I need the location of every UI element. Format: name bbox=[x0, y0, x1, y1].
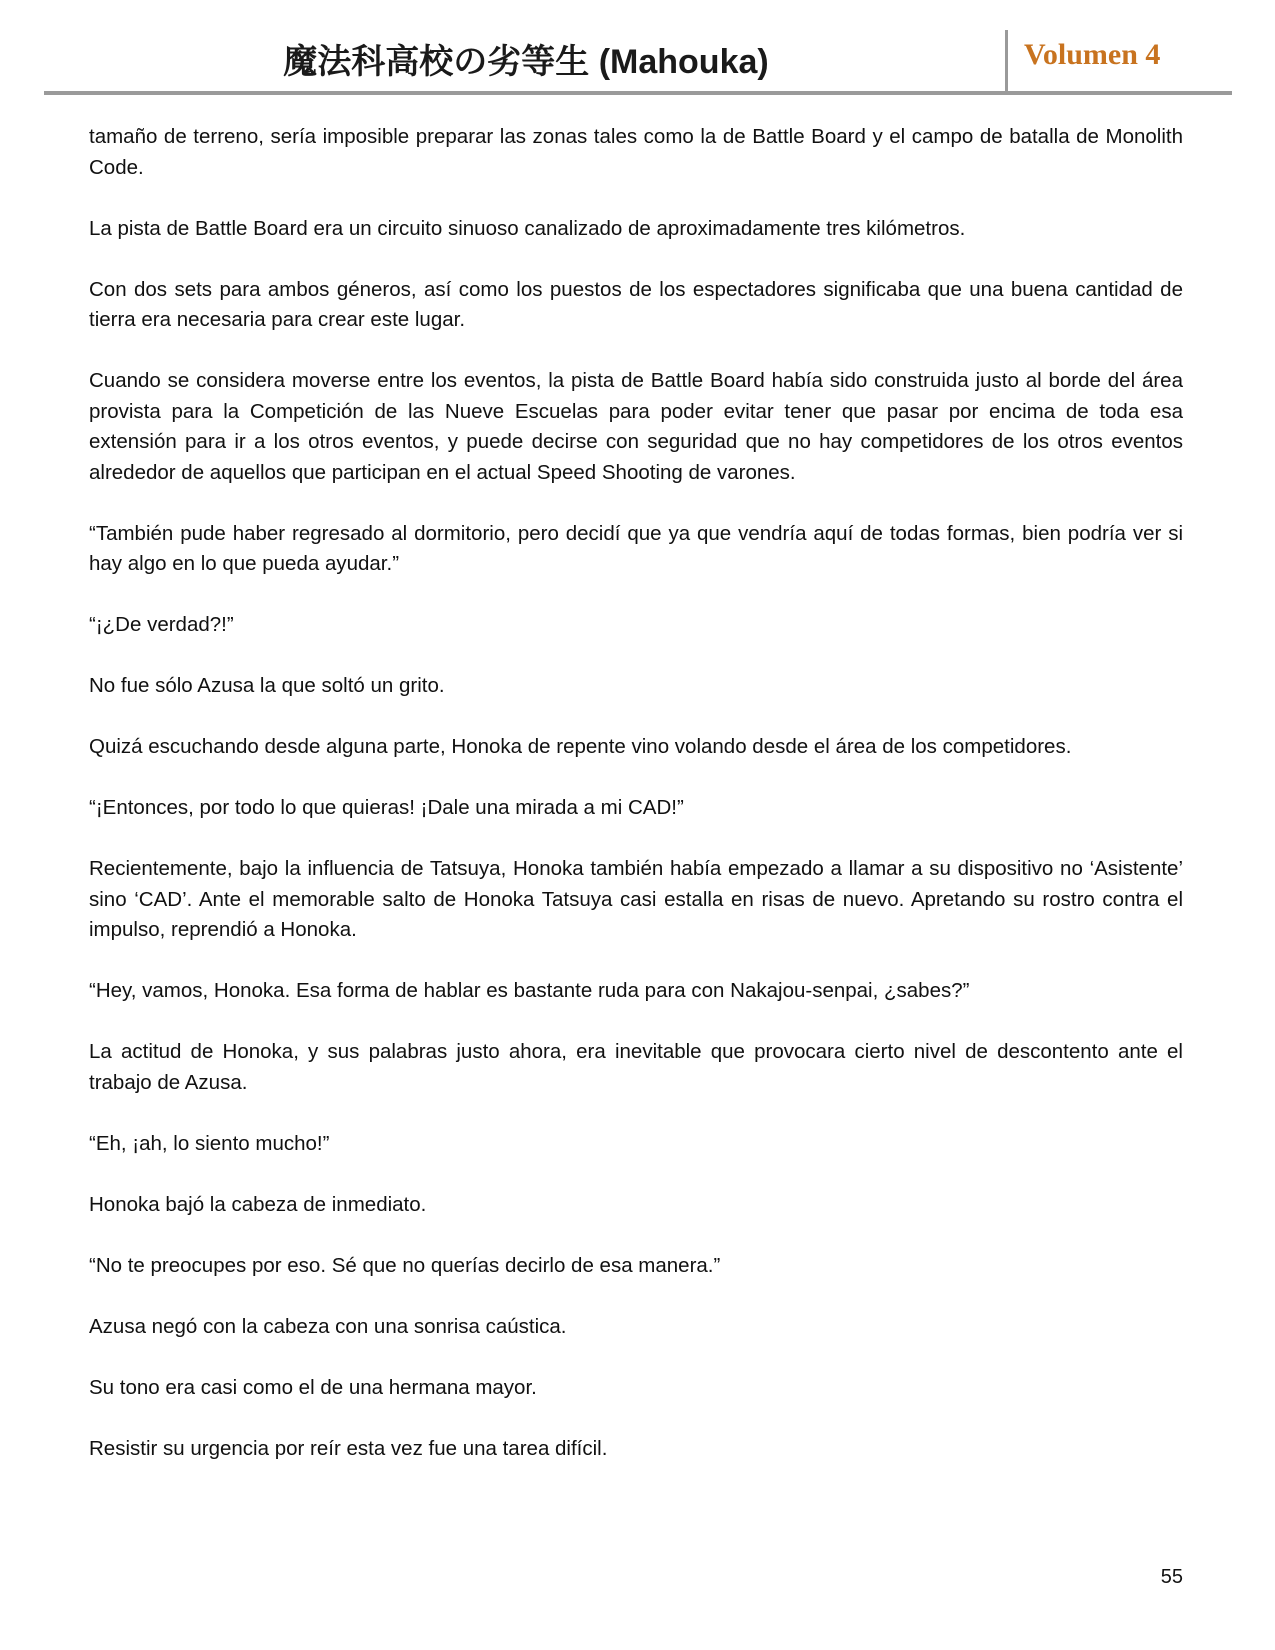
page-number: 55 bbox=[1160, 1566, 1183, 1588]
paragraph: Honoka bajó la cabeza de inmediato. bbox=[89, 1192, 427, 1216]
header-title: 魔法科高校の劣等生 (Mahouka) bbox=[283, 43, 769, 81]
header-rule bbox=[44, 91, 1232, 95]
paragraph: No fue sólo Azusa la que soltó un grito. bbox=[89, 674, 445, 697]
paragraph: “No te preocupes por eso. Sé que no querías decirlo de esa manera.” bbox=[89, 1253, 721, 1277]
header-volume-label: Volumen 4 bbox=[1024, 38, 1161, 71]
paragraph: Azusa negó con la cabeza con una sonrisa caústica. bbox=[89, 1314, 567, 1338]
paragraph: Cuando se considera moverse entre los eventos, la pista de Battle Board había sido construida justo al borde del área provista para la Competición de las Nueve Escuelas para poder evitar tener que pasar por encima de toda esa extensión para ir a los otros eventos, y puede decirse con seguridad que no hay competidores de los otros eventos alrededor de aquellos que participan en el actual Speed Shooting de varones. bbox=[89, 369, 1183, 484]
header-divider bbox=[1005, 30, 1008, 92]
paragraph: La pista de Battle Board era un circuito sinuoso canalizado de aproximadamente tres kilómetros. bbox=[89, 216, 966, 240]
paragraph: Resistir su urgencia por reír esta vez fue una tarea difícil. bbox=[89, 1436, 608, 1460]
paragraph: Su tono era casi como el de una hermana mayor. bbox=[89, 1375, 537, 1399]
paragraph: “Eh, ¡ah, lo siento mucho!” bbox=[89, 1131, 330, 1155]
page-header bbox=[44, 28, 1232, 94]
paragraph: La actitud de Honoka, y sus palabras justo ahora, era inevitable que provocara cierto nivel de descontento ante el trabajo de Azusa. bbox=[89, 1040, 1183, 1094]
paragraph: Quizá escuchando desde alguna parte, Honoka de repente vino volando desde el área de los competidores. bbox=[89, 735, 1072, 758]
paragraph: “¡¿De verdad?!” bbox=[89, 613, 234, 636]
paragraph: “También pude haber regresado al dormitorio, pero decidí que ya que vendría aquí de todas formas, bien podría ver si hay algo en lo que pueda ayudar.” bbox=[89, 521, 1183, 575]
paragraph: Recientemente, bajo la influencia de Tatsuya, Honoka también había empezado a llamar a su dispositivo no ‘Asistente’ sino ‘CAD’. Ante el memorable salto de Honoka Tatsuya casi estalla en risas de nuevo. Apretando su rostro contra el impulso, reprendió a Honoka. bbox=[89, 857, 1183, 941]
body-text bbox=[89, 122, 1183, 1495]
paragraph: “Hey, vamos, Honoka. Esa forma de hablar es bastante ruda para con Nakajou-senpai, ¿sabes?” bbox=[89, 979, 970, 1002]
paragraph: tamaño de terreno, sería imposible preparar las zonas tales como la de Battle Board y el campo de batalla de Monolith Code. bbox=[89, 125, 1183, 179]
paragraph: “¡Entonces, por todo lo que quieras! ¡Dale una mirada a mi CAD!” bbox=[89, 796, 684, 819]
paragraph: Con dos sets para ambos géneros, así como los puestos de los espectadores significaba que una buena cantidad de tierra era necesaria para crear este lugar. bbox=[89, 277, 1183, 331]
